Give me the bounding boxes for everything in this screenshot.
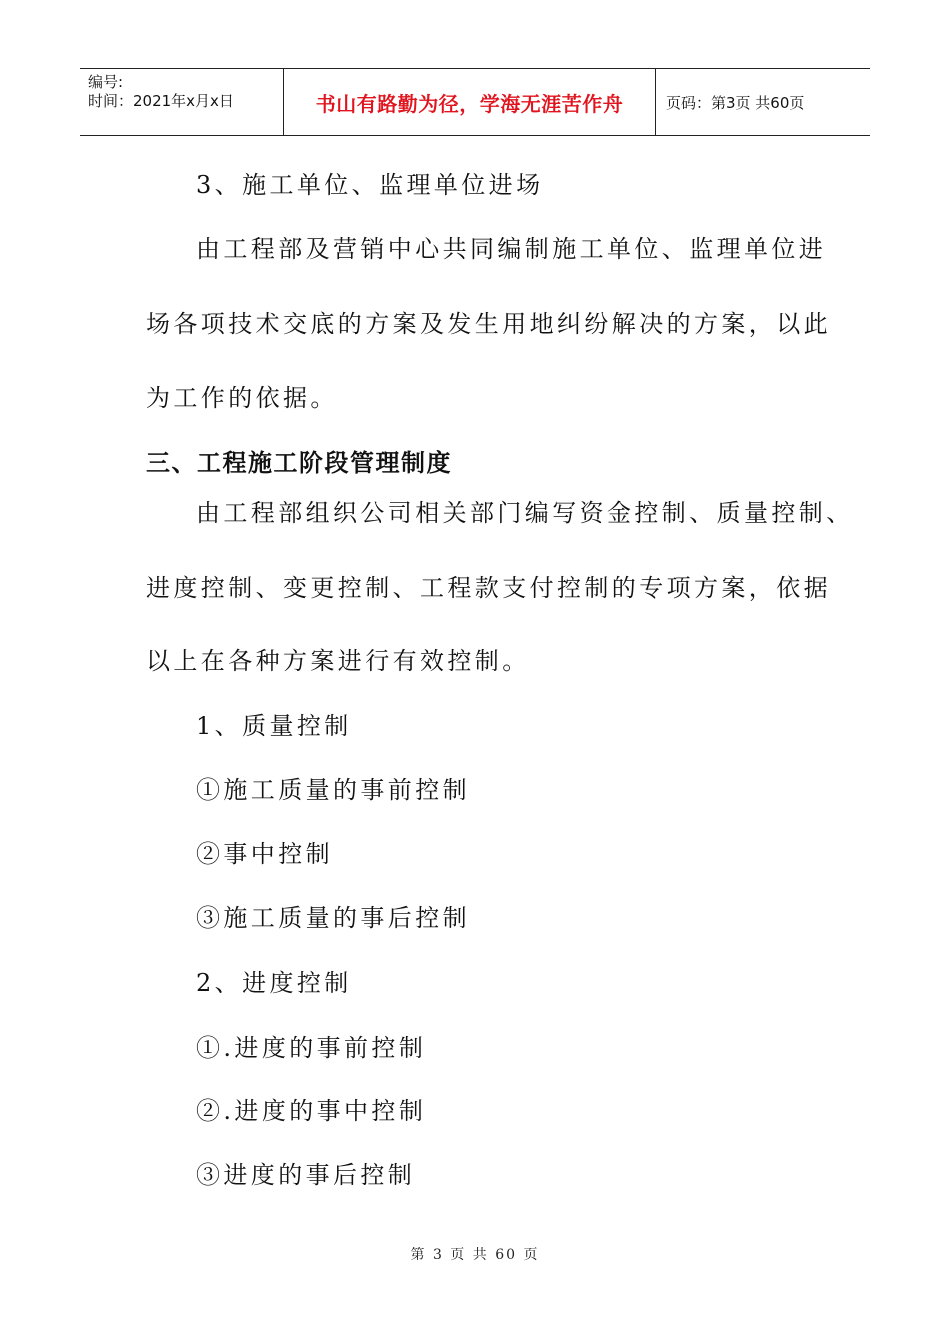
section-subheading: 3、施工单位、监理单位进场: [196, 171, 544, 199]
list-heading: 2、进度控制: [196, 969, 352, 997]
page-footer: 第 3 页 共 60 页: [410, 1247, 540, 1263]
list-item: ②事中控制: [196, 840, 333, 868]
paragraph-line: 由工程部及营销中心共同编制施工单位、监理单位进: [196, 235, 827, 263]
paragraph-line: 进度控制、变更控制、工程款支付控制的专项方案，依据: [146, 574, 831, 602]
section-heading: 三、工程施工阶段管理制度: [146, 449, 452, 477]
paragraph-line: 以上在各种方案进行有效控制。: [146, 647, 530, 675]
list-item: ③施工质量的事后控制: [196, 904, 470, 932]
header-motto: 书山有路勤为径，学海无涯苦作舟: [283, 69, 656, 135]
paragraph-line: 由工程部组织公司相关部门编写资金控制、质量控制、: [196, 499, 854, 527]
header-page-info: 页码：第3页 共60页: [666, 93, 805, 112]
list-heading: 1、质量控制: [196, 712, 352, 740]
paragraph-line: 为工作的依据。: [146, 384, 338, 412]
header-meta: [80, 69, 283, 135]
document-time: 时间：2021年x月x日: [88, 92, 234, 110]
document-number-label: 编号:: [88, 73, 124, 91]
list-item: ①施工质量的事前控制: [196, 776, 470, 804]
list-item: ①.进度的事前控制: [196, 1034, 427, 1062]
list-item: ③进度的事后控制: [196, 1161, 416, 1189]
paragraph-line: 场各项技术交底的方案及发生用地纠纷解决的方案，以此: [146, 310, 831, 338]
page-header: [80, 68, 870, 136]
list-item: ②.进度的事中控制: [196, 1097, 427, 1125]
